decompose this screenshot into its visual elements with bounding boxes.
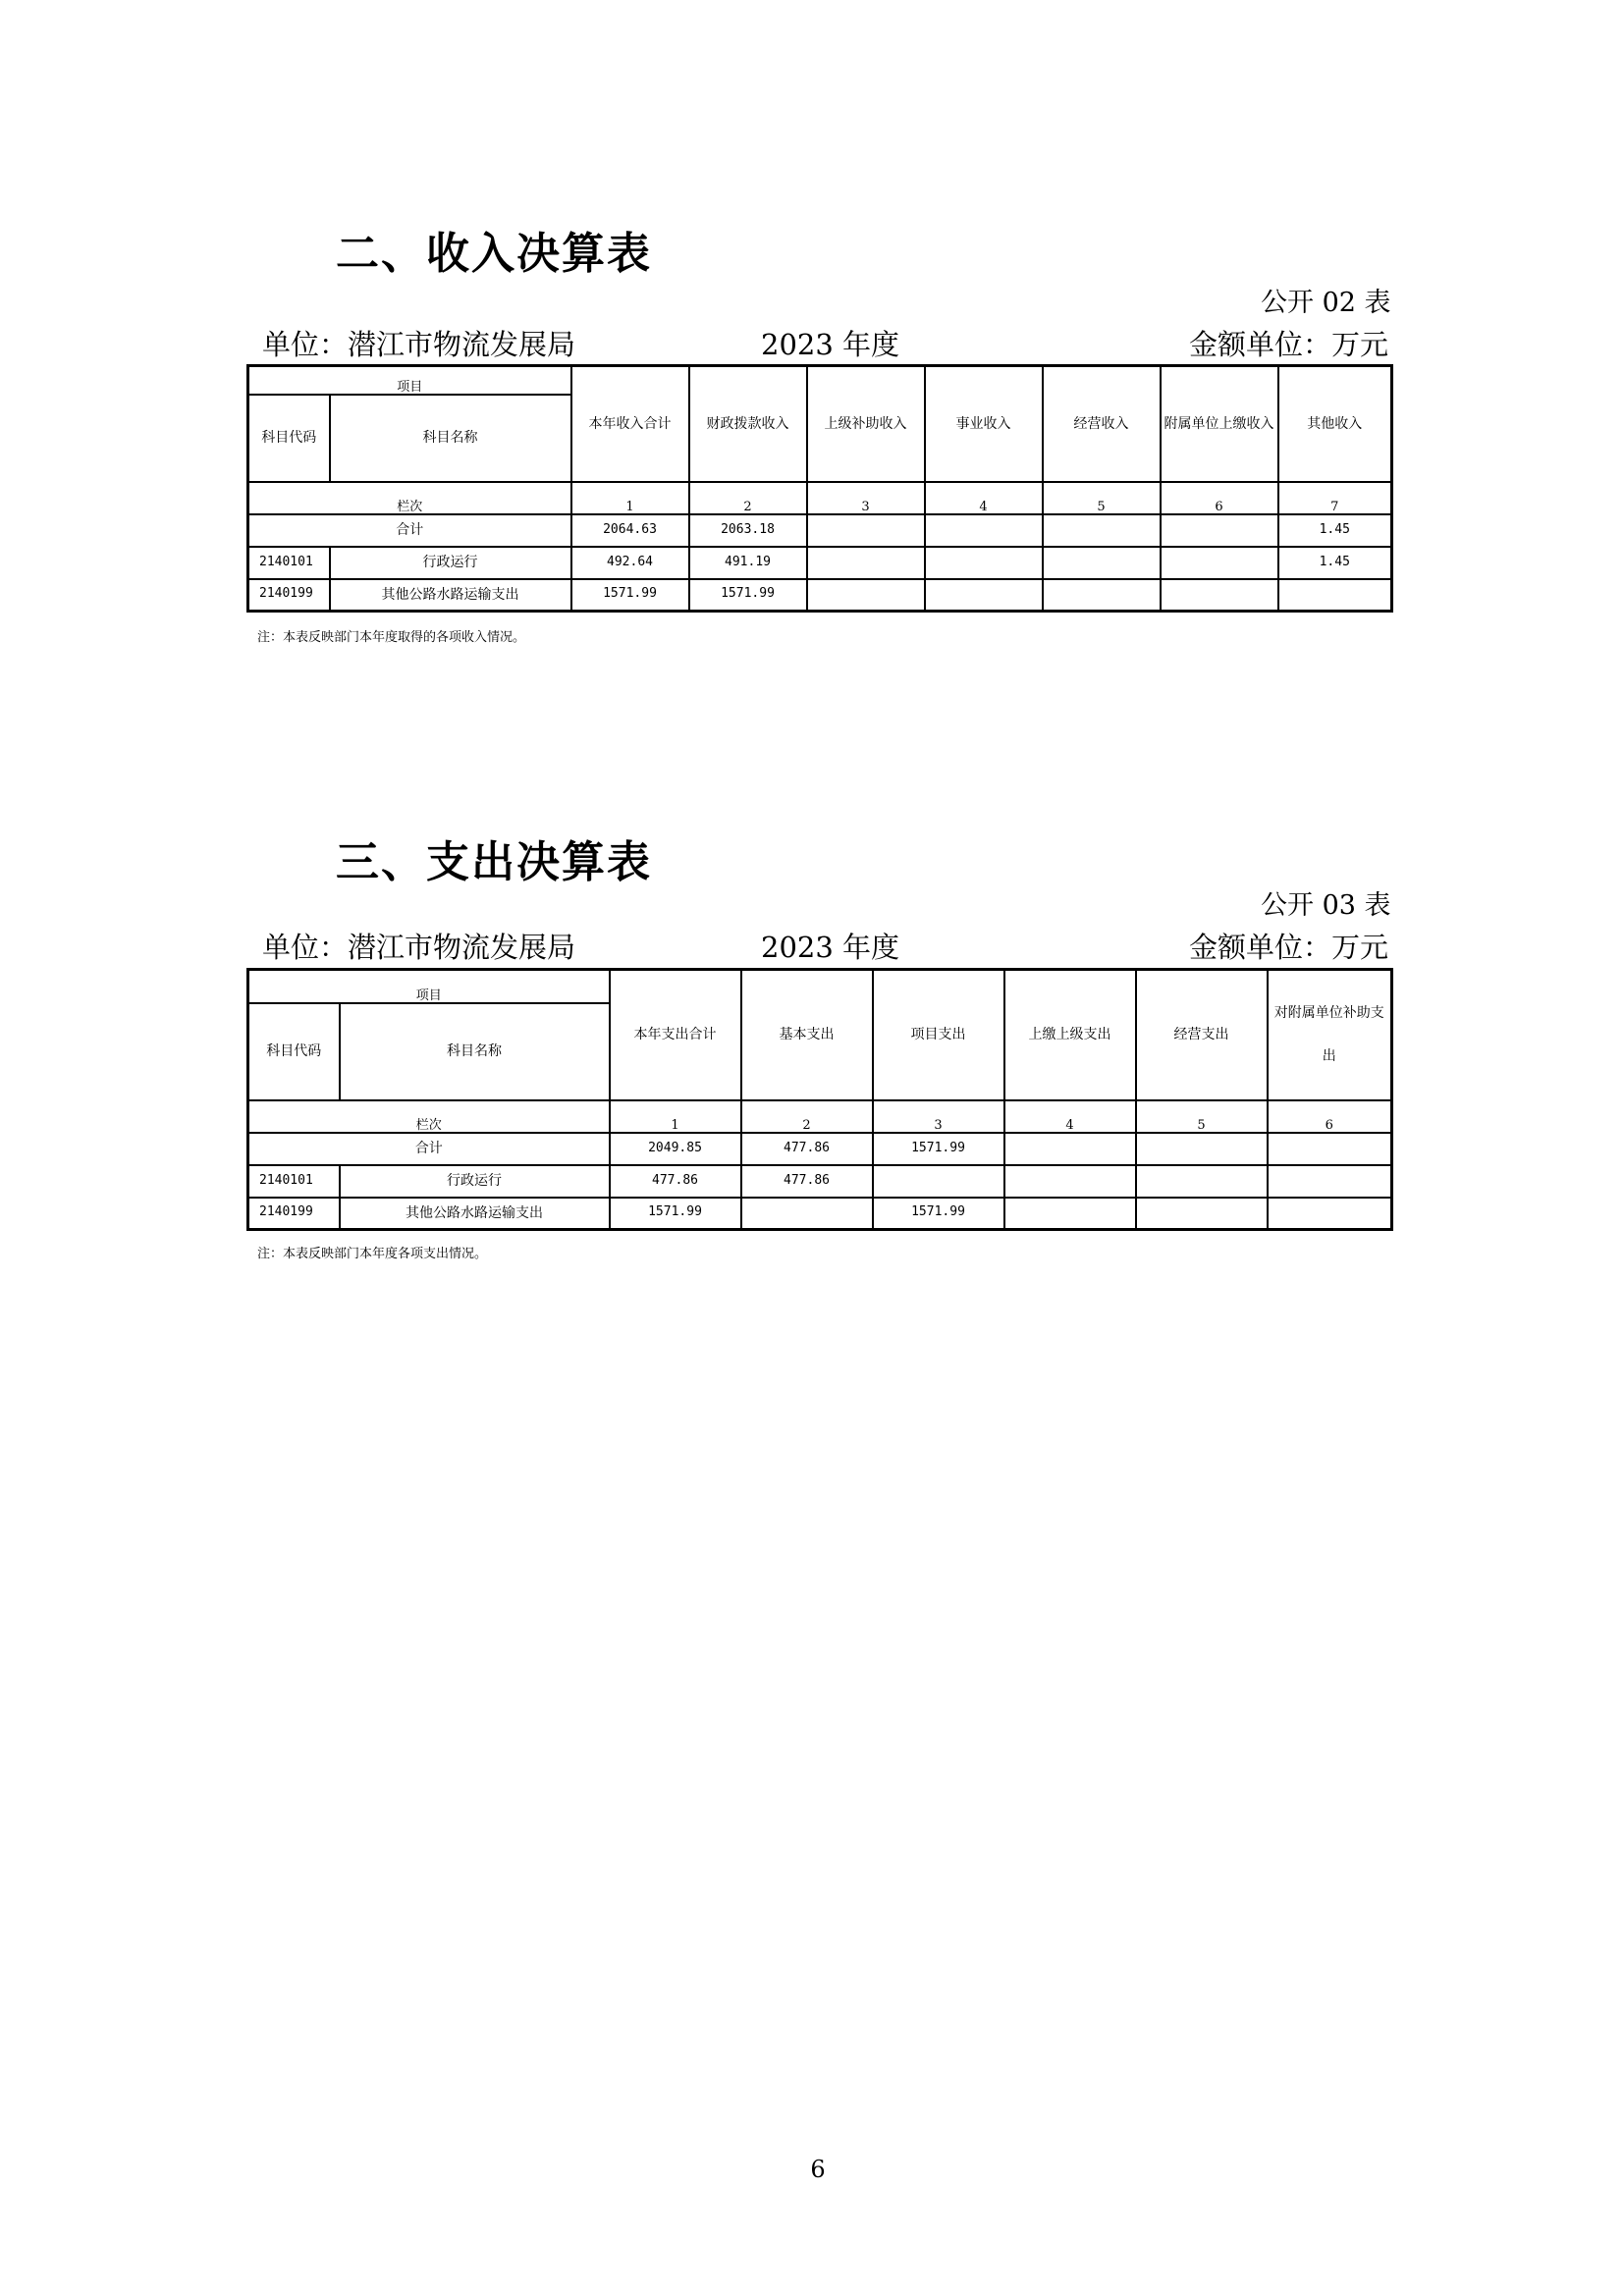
income-row-code: 2140101: [248, 547, 330, 579]
income-total-value: [925, 514, 1043, 547]
income-total-value: [1161, 514, 1278, 547]
expense-row-value: [1004, 1198, 1136, 1230]
expense-row-code: 2140199: [248, 1198, 340, 1230]
expense-row-value: 1571.99: [873, 1198, 1004, 1230]
income-total-label: 合计: [248, 514, 571, 547]
expense-row-value: 477.86: [610, 1165, 741, 1198]
expense-amount-unit: 金额单位：万元: [1189, 931, 1389, 964]
income-header-code: 科目代码: [248, 395, 330, 482]
expense-note: 注：本表反映部门本年度各项支出情况。: [257, 1247, 488, 1261]
expense-row-value: [873, 1165, 1004, 1198]
expense-title: 三、支出决算表: [336, 837, 652, 887]
income-lanci-label: 栏次: [248, 482, 571, 514]
income-row-name: 其他公路水路运输支出: [330, 579, 571, 612]
expense-lanci-num: 6: [1268, 1100, 1392, 1133]
income-form-number: 公开 02 表: [1261, 288, 1391, 318]
income-row-value: [807, 579, 925, 612]
income-lanci-num: 2: [689, 482, 807, 514]
income-table: [246, 364, 1393, 613]
income-lanci-num: 4: [925, 482, 1043, 514]
table-row: [248, 1165, 1392, 1198]
income-row-name: 行政运行: [330, 547, 571, 579]
income-col-header: 经营收入: [1043, 366, 1161, 482]
income-col-header: 上级补助收入: [807, 366, 925, 482]
expense-row-value: [1136, 1198, 1268, 1230]
income-total-value: [1043, 514, 1161, 547]
expense-row-value: [1268, 1165, 1392, 1198]
income-total-value: 2063.18: [689, 514, 807, 547]
expense-row-code: 2140101: [248, 1165, 340, 1198]
income-row-value: [1043, 547, 1161, 579]
expense-row-value: [741, 1198, 873, 1230]
income-lanci-num: 6: [1161, 482, 1278, 514]
table-row: [248, 579, 1392, 612]
income-row-value: 492.64: [571, 547, 689, 579]
expense-col-header: 本年支出合计: [610, 970, 741, 1100]
expense-row-name: 行政运行: [340, 1165, 610, 1198]
income-lanci-num: 1: [571, 482, 689, 514]
income-header-xiangmu: 项目: [248, 366, 571, 395]
income-row-value: 1.45: [1278, 547, 1392, 579]
income-lanci-num: 3: [807, 482, 925, 514]
income-lanci-num: 5: [1043, 482, 1161, 514]
expense-row-name: 其他公路水路运输支出: [340, 1198, 610, 1230]
expense-lanci-label: 栏次: [248, 1100, 610, 1133]
income-row-value: 1571.99: [571, 579, 689, 612]
income-row-value: [1161, 547, 1278, 579]
income-col-header: 其他收入: [1278, 366, 1392, 482]
expense-header-name: 科目名称: [340, 1003, 610, 1100]
income-col-header: 事业收入: [925, 366, 1043, 482]
expense-year: 2023 年度: [761, 931, 900, 964]
expense-total-value: [1004, 1133, 1136, 1165]
expense-lanci-num: 4: [1004, 1100, 1136, 1133]
income-title: 二、收入决算表: [336, 229, 652, 279]
income-row-value: [1278, 579, 1392, 612]
expense-total-value: [1268, 1133, 1392, 1165]
income-row-value: [925, 547, 1043, 579]
income-unit: 单位：潜江市物流发展局: [262, 328, 576, 361]
income-total-value: [807, 514, 925, 547]
income-row-value: [1043, 579, 1161, 612]
expense-form-number: 公开 03 表: [1261, 890, 1391, 921]
income-row-code: 2140199: [248, 579, 330, 612]
income-amount-unit: 金额单位：万元: [1189, 328, 1389, 361]
expense-total-value: 1571.99: [873, 1133, 1004, 1165]
expense-col-header: 经营支出: [1136, 970, 1268, 1100]
income-row-value: [925, 579, 1043, 612]
expense-col-header: 基本支出: [741, 970, 873, 1100]
page-number: 6: [810, 2156, 826, 2183]
expense-lanci-num: 2: [741, 1100, 873, 1133]
expense-total-value: [1136, 1133, 1268, 1165]
income-lanci-num: 7: [1278, 482, 1392, 514]
expense-row-value: 1571.99: [610, 1198, 741, 1230]
expense-lanci-num: 1: [610, 1100, 741, 1133]
expense-header-xiangmu: 项目: [248, 970, 610, 1003]
income-row-value: [1161, 579, 1278, 612]
expense-header-code: 科目代码: [248, 1003, 340, 1100]
expense-row-value: [1268, 1198, 1392, 1230]
income-col-header: 本年收入合计: [571, 366, 689, 482]
income-row-value: [807, 547, 925, 579]
income-total-value: 1.45: [1278, 514, 1392, 547]
expense-row-value: [1004, 1165, 1136, 1198]
expense-col-header: 上缴上级支出: [1004, 970, 1136, 1100]
expense-lanci-num: 5: [1136, 1100, 1268, 1133]
income-col-header: 附属单位上缴收入: [1161, 366, 1278, 482]
income-row-value: 1571.99: [689, 579, 807, 612]
expense-row-value: 477.86: [741, 1165, 873, 1198]
table-row: [248, 547, 1392, 579]
expense-row-value: [1136, 1165, 1268, 1198]
table-row: [248, 1198, 1392, 1230]
expense-total-label: 合计: [248, 1133, 610, 1165]
expense-col-header: 项目支出: [873, 970, 1004, 1100]
expense-total-value: 477.86: [741, 1133, 873, 1165]
income-note: 注：本表反映部门本年度取得的各项收入情况。: [257, 630, 526, 645]
expense-unit: 单位：潜江市物流发展局: [262, 931, 576, 964]
expense-table: [246, 968, 1393, 1231]
expense-total-value: 2049.85: [610, 1133, 741, 1165]
expense-col-header: 对附属单位补助支出: [1268, 970, 1392, 1100]
income-year: 2023 年度: [761, 328, 900, 361]
expense-lanci-num: 3: [873, 1100, 1004, 1133]
income-col-header: 财政拨款收入: [689, 366, 807, 482]
income-total-value: 2064.63: [571, 514, 689, 547]
income-row-value: 491.19: [689, 547, 807, 579]
income-header-name: 科目名称: [330, 395, 571, 482]
